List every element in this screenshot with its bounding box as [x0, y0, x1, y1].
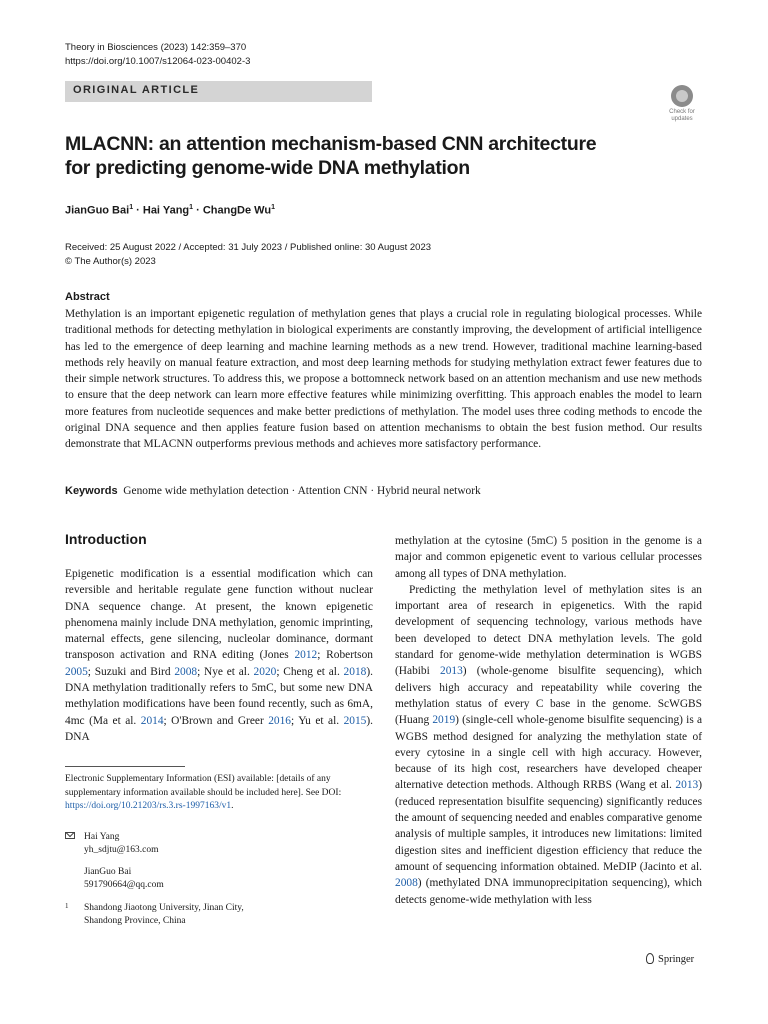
contact-name: JianGuo Bai — [84, 867, 132, 877]
paragraph-text: ) (whole-genome bisulfite sequencing), which delivers high accuracy and repeatability while covering the methylation status of every C base in the genome. ScWGBS (Huang — [395, 665, 702, 727]
author-affiliation-mark: 1 — [271, 204, 275, 211]
citation-link[interactable]: 2012 — [294, 649, 318, 662]
citation-link[interactable]: 2014 — [140, 714, 164, 727]
citation-link[interactable]: 2013 — [675, 779, 699, 792]
author-name[interactable]: ChangDe Wu — [202, 204, 272, 217]
copyright-line: © The Author(s) 2023 — [65, 255, 156, 267]
publisher-logo — [646, 953, 694, 965]
springer-horse-icon — [646, 953, 654, 964]
doi-link[interactable]: https://doi.org/10.1007/s12064-023-00402-3 — [65, 56, 251, 67]
article-title — [65, 133, 685, 180]
author-name[interactable]: Hai Yang — [142, 204, 190, 217]
paragraph-text: ) (methylated DNA immunoprecipitation sequencing), which detects genome-wide methylation with less — [395, 877, 702, 906]
check-for-updates-badge[interactable] — [663, 85, 701, 125]
journal-citation — [65, 41, 250, 69]
publication-dates — [65, 241, 431, 268]
author-separator: · — [193, 204, 203, 217]
paragraph-text: ; Suzuki and Bird — [87, 665, 175, 678]
paragraph-text: ; Yu et al. — [291, 714, 344, 727]
esi-doi-link[interactable]: https://doi.org/10.21203/rs.3.rs-1997163/v1 — [65, 801, 232, 811]
paragraph-text: ) (reduced representation bisulfite sequencing) significantly reduces the amount of sequencing needed and enables comparative genome analysis of multiple samples, it introduces new limitations: limited digestion sites and inefficient digestion efficiency that reduce the amount of sequencing information obtained. MeDIP (Jacinto et al. — [395, 779, 702, 873]
esi-text: Electronic Supplementary Information (ESI) available: [details of any supplementary information available should be included here]. See DOI: — [65, 774, 342, 798]
body-column-right — [395, 533, 702, 908]
check-updates-icon — [671, 85, 693, 107]
keywords-list: Genome wide methylation detection · Attention CNN · Hybrid neural network — [123, 485, 481, 497]
corresponding-authors — [65, 831, 164, 892]
paragraph-text: ; O'Brown and Greer — [163, 714, 269, 727]
envelope-icon — [65, 832, 75, 839]
citation-link[interactable]: 2015 — [343, 714, 367, 727]
affiliation-line: Shandong Province, China — [84, 916, 186, 926]
affiliation — [65, 902, 244, 928]
title-line-1: MLACNN: an attention mechanism-based CNN architecture — [65, 133, 597, 155]
abstract-text: Methylation is an important epigenetic regulation of methylation genes that plays a crucial role in regulating biological processes. While traditional methods for detecting methylation in biological experiments are constantly improving, the development of artificial intelligence has led to the emergence of deep learning and machine learning methods as a new trend. However, traditional machine learning-based methods rely heavily on manual feature extraction, and most deep learning methods for studying methylation extract fewer features due to their simple network structures. To address this, we propose a bottomneck network based on an attention mechanism and use new methods to ensure that the deep network can learn more effective features while minimizing overfitting. This approach enables the model to learn more features from nucleotide sequences and make better predictions of methylation. The model uses three coding methods to encode the original DNA sequence and then applies feature fusion based on attention mechanisms to obtain the best fusion method. Our results demonstrate that MLACNN outperforms previous methods and achieves more satisfactory performance. — [65, 308, 702, 451]
paragraph-text: Epigenetic modification is a essential modification which can reversible and heritable regulate gene function without nuclear DNA sequence change. At present, the known epigenetic phenomena mainly include DNA methylation, genomic imprinting, maternal effects, gene silencing, nucleolar dominance, dormant transposon activation and RNA editing ( — [65, 568, 373, 662]
paragraph-text: ; Robertson — [317, 649, 373, 662]
article-type-label: ORIGINAL ARTICLE — [73, 84, 200, 96]
author-separator: · — [133, 204, 143, 217]
citation-link[interactable]: 2018 — [343, 665, 367, 678]
paragraph-text: ; Cheng et al. — [276, 665, 344, 678]
citation-link[interactable]: 2016 — [268, 714, 291, 727]
paragraph-text: ). DNA methylation traditionally refers to 5mC, but some new DNA methylation modifications have been found recently, such as 6mA, 4mc (Ma et al. — [65, 665, 373, 727]
citation-link[interactable]: 2020 — [253, 665, 277, 678]
keywords-label: Keywords — [65, 485, 118, 497]
esi-footnote — [65, 773, 370, 814]
footnote-divider — [65, 766, 185, 767]
history-dates: Received: 25 August 2022 / Accepted: 31 July 2023 / Published online: 30 August 2023 — [65, 242, 432, 253]
citation-link[interactable]: 2005 — [65, 665, 88, 678]
paragraph-text: Jones — [263, 649, 295, 662]
citation-link[interactable]: 2013 — [440, 665, 463, 678]
journal-name: Theory in Biosciences (2023) 142:359–370 — [65, 42, 247, 53]
author-affiliation-mark: 1 — [129, 204, 134, 211]
contact-email[interactable]: 591790664@qq.com — [84, 880, 164, 890]
affiliation-line: Shandong Jiaotong University, Jinan City, — [84, 903, 244, 913]
paragraph-text: ) (single-cell whole-genome bisulfite sequencing) is a WGBS method designed for analyzing the methylation state of every cytosine in a single cell with high accuracy. However, because of its high cost, researchers have developed cheaper alternative detection methods. Although RRBS (Wang et al. — [395, 714, 702, 792]
abstract-heading: Abstract — [65, 291, 110, 303]
author-affiliation-mark: 1 — [189, 204, 194, 211]
badge-label: Check for updates — [669, 109, 695, 122]
intro-paragraph-continued: methylation at the cytosine (5mC) 5 position in the genome is a major and common epigenetic event to various cellular processes among all types of DNA methylation. — [395, 535, 702, 580]
title-line-2: for predicting genome-wide DNA methylation — [65, 156, 470, 179]
contact-name: Hai Yang — [84, 832, 120, 842]
citation-link[interactable]: 2019 — [432, 714, 456, 727]
affiliation-number: 1 — [65, 902, 69, 910]
paragraph-text: ). DNA — [65, 714, 373, 743]
citation-link[interactable]: 2008 — [395, 877, 418, 890]
author-name[interactable]: JianGuo Bai — [65, 204, 130, 217]
citation-link[interactable]: 2008 — [174, 665, 198, 678]
contact-email[interactable]: yh_sdjtu@163.com — [84, 845, 159, 855]
paragraph-text: ; Nye et al. — [197, 665, 254, 678]
author-list — [65, 204, 275, 217]
body-column-left — [65, 566, 373, 745]
paragraph-text: Predicting the methylation level of methylation sites is an important area of research in epigenetics. With the rapid development of sequencing technology, various methods have been developed to detect DNA methylation levels. The gold standard for genome-wide methylation determination is WGBS (Habibi — [395, 583, 702, 678]
intro-paragraph-2 — [395, 582, 702, 908]
intro-paragraph-1 — [65, 566, 373, 745]
keywords — [65, 485, 481, 497]
publisher-name: Springer — [658, 954, 695, 965]
section-heading-introduction: Introduction — [65, 531, 147, 547]
esi-text-end: . — [231, 801, 234, 811]
